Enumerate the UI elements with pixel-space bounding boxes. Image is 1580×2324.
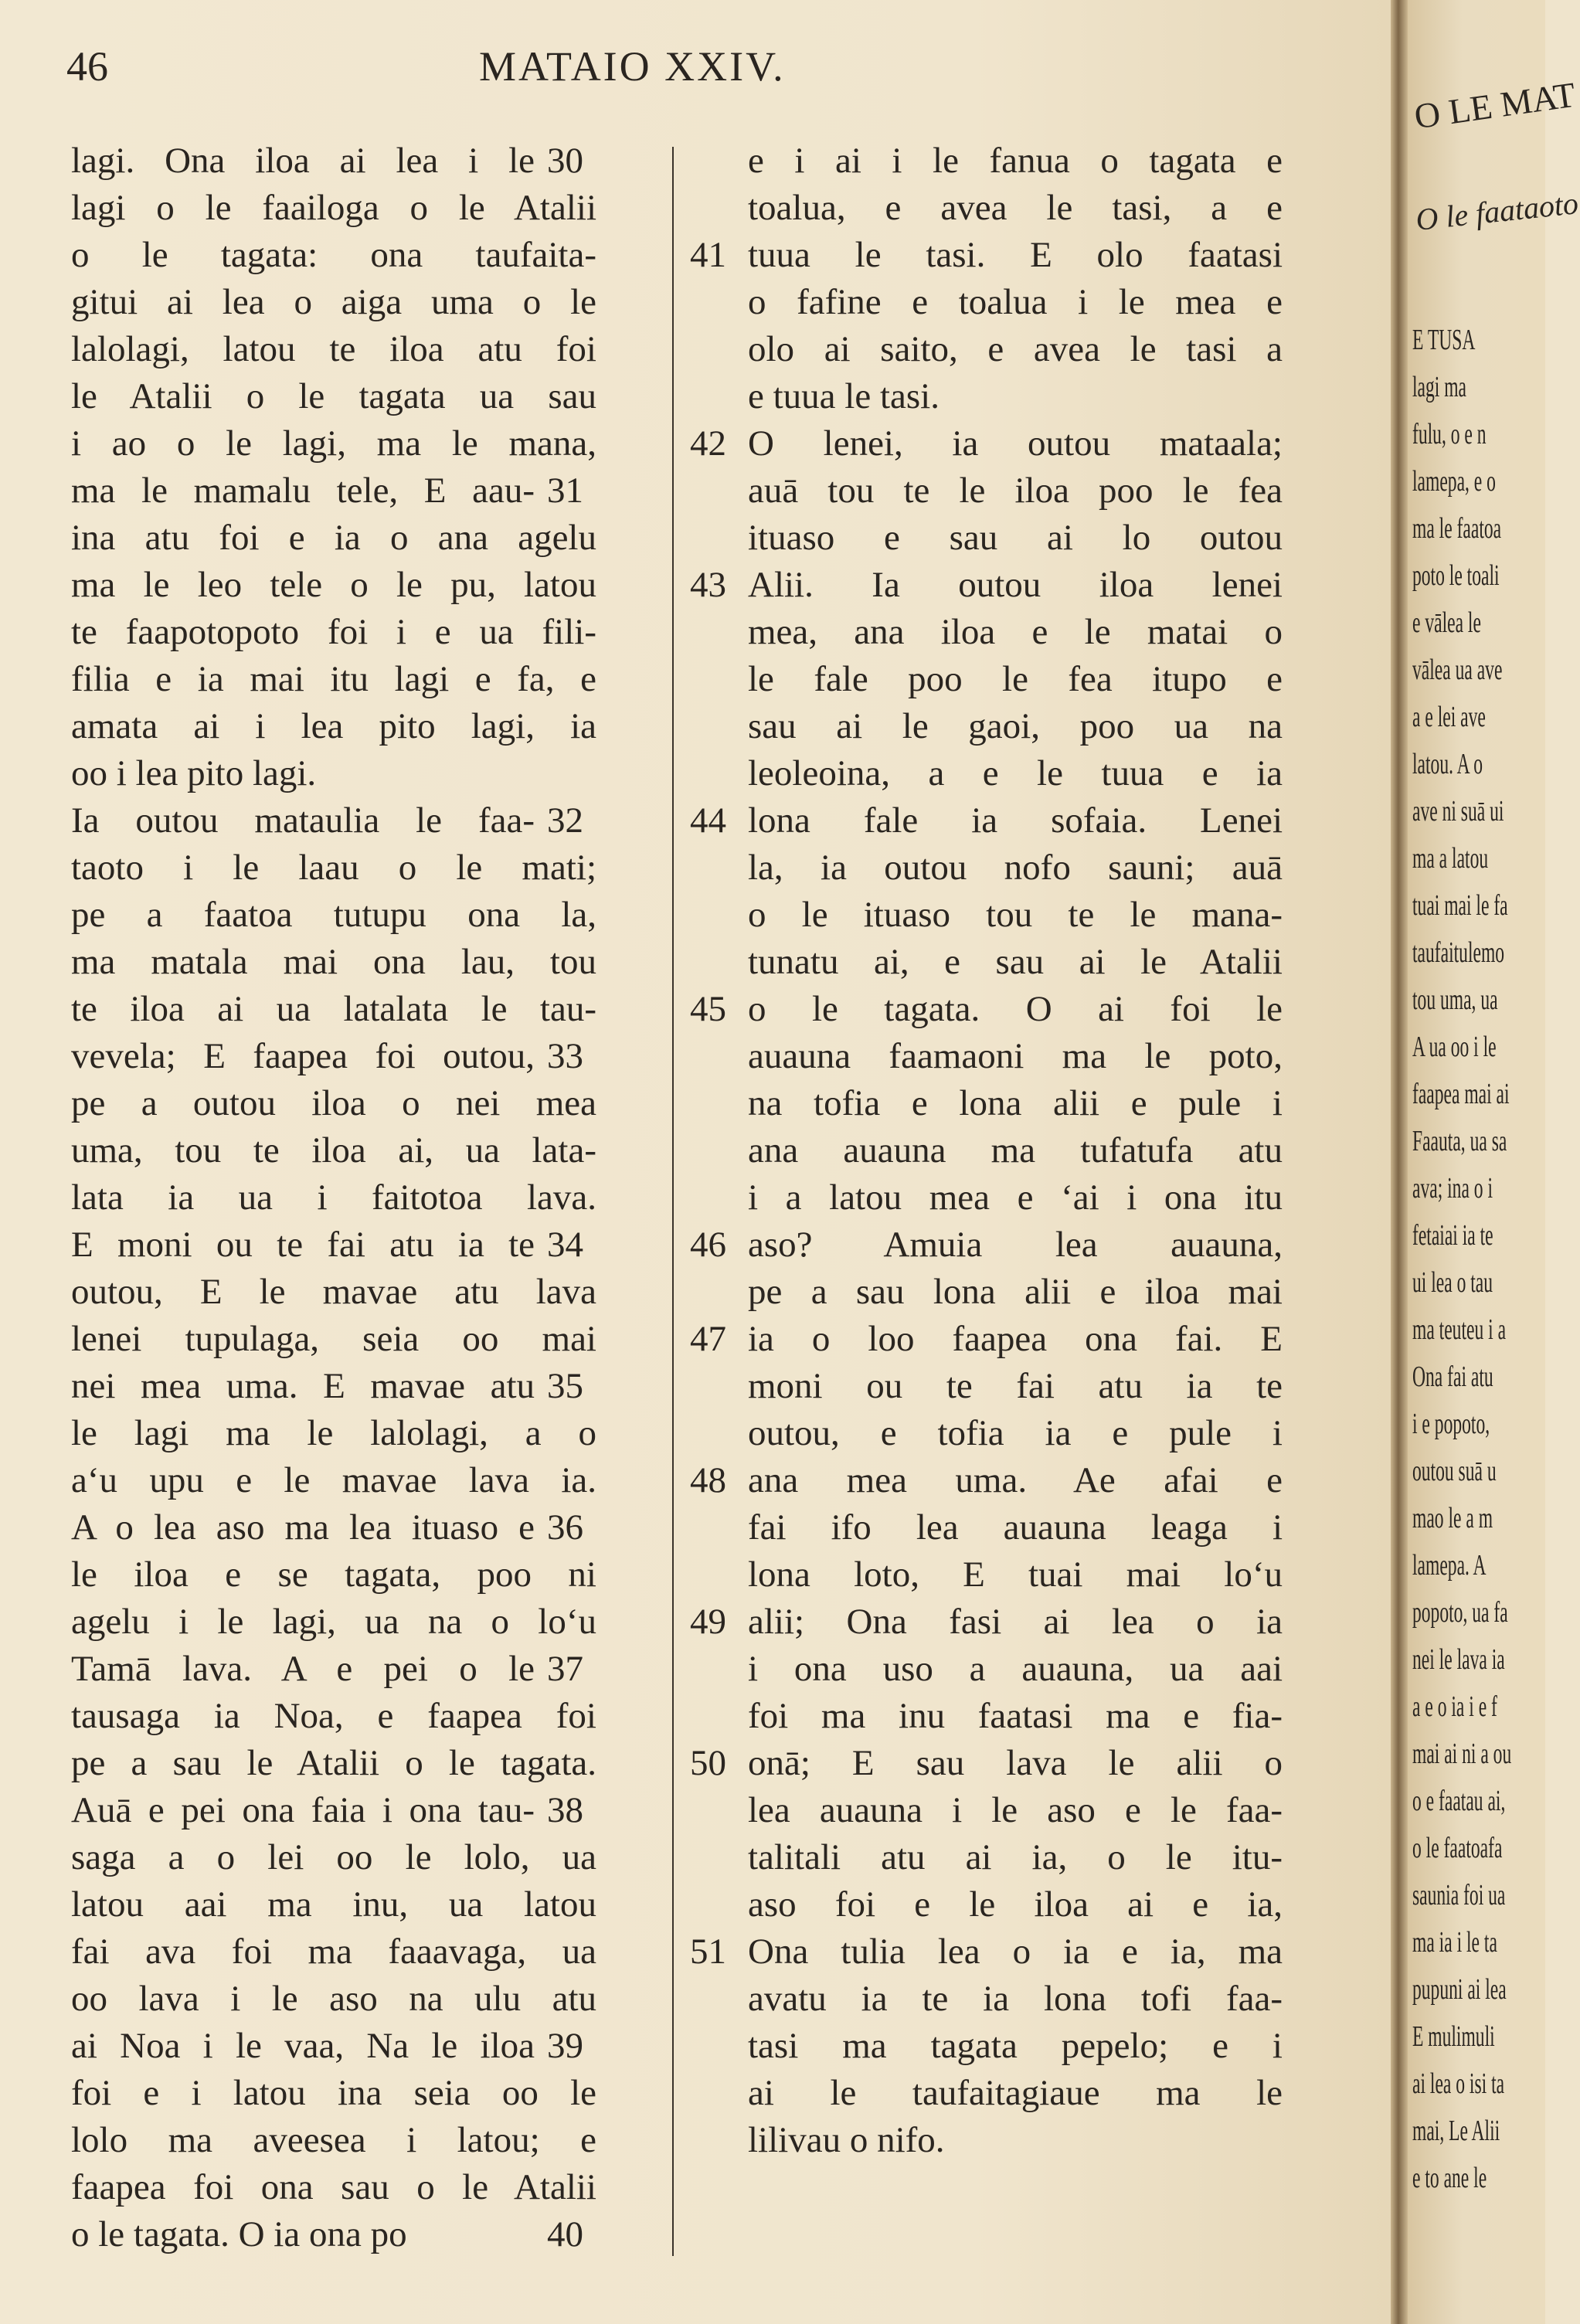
verse-number: 36 [547,1507,583,1548]
column-divider [672,147,674,2256]
facing-page [1408,0,1580,2324]
facing-text-line: i e popoto, [1412,1408,1490,1440]
text-line: tausaga ia Noa, e faapea foi [71,1696,596,1736]
text-line: oo lava i le aso na ulu atu [71,1979,596,2019]
text-line: le iloa e se tagata, poo ni [71,1554,596,1595]
facing-page-text [1412,317,1512,2202]
text-line: aso? Amuia lea auauna, [748,1225,1283,1265]
text-line: ia o loo faapea ona fai. E [748,1319,1283,1359]
facing-text-line: pupuni ai lea [1412,1973,1507,2006]
text-line: avatu ia te ia lona tofi faa- [748,1979,1283,2019]
verse-number: 35 [547,1366,583,1406]
text-line: Alii. Ia outou iloa lenei [748,565,1283,605]
text-line: vevela; E faapea foi outou, [71,1036,535,1076]
text-line: tunatu ai, e sau ai le Atalii [748,942,1283,982]
facing-text-line: tou uma, ua [1412,984,1498,1016]
text-line: olo ai saito, e avea le tasi a [748,329,1283,369]
facing-text-line: E TUSA [1412,324,1476,356]
text-line: amata ai i lea pito lagi, ia [71,706,596,746]
text-line: gitui ai lea o aiga uma o le [71,282,596,322]
facing-text-line: ma teuteu i a [1412,1313,1507,1346]
text-line: fai ava foi ma faaavaga, ua [71,1932,596,1972]
text-line: ma le mamalu tele, E aau- [71,471,535,511]
text-line: Ia outou mataulia le faa- [71,800,535,841]
facing-text-line: mai, Le Alii [1412,2115,1500,2147]
verse-number: 50 [690,1743,726,1783]
verse-number: 39 [547,2026,583,2066]
facing-text-line: ai lea o isi ta [1412,2067,1505,2100]
text-line: ai le taufaitagiaue ma le [748,2073,1283,2113]
verse-number: 33 [547,1036,583,1076]
text-line: ai Noa i le vaa, Na le iloa [71,2026,535,2066]
facing-text-line: saunia foi ua [1412,1879,1506,1911]
text-line: ina atu foi e ia o ana agelu [71,518,596,558]
text-line: A o lea aso ma lea ituaso e [71,1507,535,1548]
verse-number: 43 [690,565,726,605]
facing-text-line: nei le lava ia [1412,1643,1505,1676]
facing-text-line: Faauta, ua sa [1412,1125,1507,1157]
text-line: lagi o le faailoga o le Atalii [71,188,596,228]
text-line: na tofia e lona alii e pule i [748,1083,1283,1123]
text-line: leoleoina, a e le tuua e ia [748,753,1283,793]
text-line: aʻu upu e le mavae lava ia. [71,1460,596,1500]
facing-text-line: o le faatoafa [1412,1832,1503,1864]
text-line: lata ia ua i faitotoa lava. [71,1177,596,1218]
text-line: alii; Ona fasi ai lea o ia [748,1602,1283,1642]
text-line: foi e i latou ina seia oo le [71,2073,596,2113]
facing-text-line: fetaiai ia te [1412,1219,1493,1252]
facing-text-line: ma le faatoa [1412,512,1502,545]
facing-text-line: ma ia i le ta [1412,1926,1497,1959]
text-line: faapea foi ona sau o le Atalii [71,2167,596,2207]
text-line: lona loto, E tuai mai loʻu [748,1554,1283,1595]
facing-text-line: popoto, ua fa [1412,1596,1508,1629]
text-line: toalua, e avea le tasi, a e [748,188,1283,228]
facing-text-line: ui lea o tau [1412,1266,1493,1299]
facing-text-line: a e o ia i e f [1412,1690,1497,1723]
text-line: saga a o lei oo le lolo, ua [71,1837,596,1877]
text-line: te iloa ai ua latalata le tau- [71,989,596,1029]
text-line: la, ia outou nofo sauni; auā [748,848,1283,888]
facing-text-line: latou. A o [1412,748,1483,780]
facing-text-line: ma a latou [1412,842,1489,875]
text-line: taoto i le laau o le mati; [71,848,596,888]
text-line: latou aai ma inu, ua latou [71,1884,596,1925]
text-line: pe a sau le Atalii o le tagata. [71,1743,596,1783]
verse-number: 38 [547,1790,583,1830]
text-line: auauna faamaoni ma le poto, [748,1036,1283,1076]
text-line: ma matala mai ona lau, tou [71,942,596,982]
facing-text-line: poto le toali [1412,559,1500,592]
facing-text-line: lamepa. A [1412,1549,1487,1582]
facing-text-line: ave ni suā ui [1412,795,1504,827]
text-line: oo i lea pito lagi. [71,753,317,793]
verse-number: 37 [547,1649,583,1689]
page-number: 46 [66,43,108,90]
text-line: moni ou te fai atu ia te [748,1366,1283,1406]
text-line: o le tagata. O ai foi le [748,989,1283,1029]
text-line: lagi. Ona iloa ai lea i le [71,141,535,181]
facing-text-line: e vālea le [1412,606,1481,639]
facing-text-line: ava; ina o i [1412,1172,1493,1204]
verse-number: 51 [690,1932,726,1972]
verse-number: 41 [690,235,726,275]
verse-number: 34 [547,1225,583,1265]
facing-text-line: tuai mai le fa [1412,889,1508,922]
text-line: outou, E le mavae atu lava [71,1272,596,1312]
text-line: le lagi ma le lalolagi, a o [71,1413,596,1453]
text-line: i a latou mea e ʻai i ona itu [748,1177,1283,1218]
facing-page-subheader: O le faataoto [1414,185,1580,237]
verse-number: 30 [547,141,583,181]
running-title: MATAIO XXIV. [479,43,786,90]
text-line: o fafine e toalua i le mea e [748,282,1283,322]
verse-number: 48 [690,1460,726,1500]
text-line: lenei tupulaga, seia oo mai [71,1319,596,1359]
facing-text-line: fulu, o e n [1412,418,1487,450]
verse-number: 42 [690,423,726,464]
text-line: i ao o le lagi, ma le mana, [71,423,596,464]
facing-text-line: taufaitulemo [1412,936,1505,969]
text-line: Auā e pei ona faia i ona tau- [71,1790,535,1830]
facing-text-line: mai ai ni a ou [1412,1738,1512,1770]
text-line: e tuua le tasi. [748,376,940,416]
facing-text-line: e to ane le [1412,2162,1487,2194]
verse-number: 32 [547,800,583,841]
facing-text-line: vālea ua ave [1412,654,1503,686]
text-line: pe a sau lona alii e iloa mai [748,1272,1283,1312]
text-line: O lenei, ia outou mataala; [748,423,1283,464]
text-line: ma le leo tele o le pu, latou [71,565,596,605]
facing-text-line: mao le a m [1412,1502,1493,1534]
book-gutter [1391,0,1408,2324]
text-line: aso foi e le iloa ai e ia, [748,1884,1283,1925]
page-header [0,42,1391,104]
verse-number: 47 [690,1319,726,1359]
text-line: nei mea uma. E mavae atu [71,1366,535,1406]
facing-text-line: lagi ma [1412,371,1467,403]
text-line: sau ai le gaoi, poo ua na [748,706,1283,746]
text-line: o le tagata: ona taufaita- [71,235,596,275]
text-line: filia e ia mai itu lagi e fa, e [71,659,596,699]
text-line: le Atalii o le tagata ua sau [71,376,596,416]
text-line: auā tou te le iloa poo le fea [748,471,1283,511]
verse-number: 44 [690,800,726,841]
verse-number: 46 [690,1225,726,1265]
text-line: lona fale ia sofaia. Lenei [748,800,1283,841]
text-line: i ona uso a auauna, ua aai [748,1649,1283,1689]
right-text-column [748,138,1283,2164]
text-line: fai ifo lea auauna leaga i [748,1507,1283,1548]
text-line: te faapotopoto foi i e ua fili- [71,612,596,652]
text-line: onā; E sau lava le alii o [748,1743,1283,1783]
text-line: Ona tulia lea o ia e ia, ma [748,1932,1283,1972]
text-line: ana mea uma. Ae afai e [748,1460,1283,1500]
facing-text-line: faapea mai ai [1412,1078,1510,1110]
text-line: tasi ma tagata pepelo; e i [748,2026,1283,2066]
facing-text-line: Ona fai atu [1412,1361,1493,1393]
verse-number: 40 [547,2214,583,2254]
text-line: Tamā lava. A e pei o le [71,1649,535,1689]
text-line: mea, ana iloa e le matai o [748,612,1283,652]
text-line: ana auauna ma tufatufa atu [748,1130,1283,1170]
text-line: o le tagata. O ia ona po [71,2214,407,2254]
text-line: le fale poo le fea itupo e [748,659,1283,699]
text-line: outou, e tofia ia e pule i [748,1413,1283,1453]
text-line: uma, tou te iloa ai, ua lata- [71,1130,596,1170]
text-line: o le ituaso tou te le mana- [748,895,1283,935]
facing-text-line: a e lei ave [1412,701,1486,733]
text-line: e i ai i le fanua o tagata e [748,141,1283,181]
text-line: agelu i le lagi, ua na o loʻu [71,1602,596,1642]
facing-text-line: o e faatau ai, [1412,1785,1506,1817]
facing-page-header: O LE MAT [1412,74,1578,137]
verse-number: 45 [690,989,726,1029]
facing-text-line: outou suā u [1412,1455,1497,1487]
verse-number: 31 [547,471,583,511]
facing-text-line: A ua oo i le [1412,1031,1497,1063]
verse-number: 49 [690,1602,726,1642]
text-line: ituaso e sau ai lo outou [748,518,1283,558]
left-text-column [71,138,617,2258]
text-line: lolo ma aveesea i latou; e [71,2120,596,2160]
text-line: lilivau o nifo. [748,2120,945,2160]
facing-text-line: E mulimuli [1412,2020,1495,2053]
text-line: talitali atu ai ia, o le itu- [748,1837,1283,1877]
text-line: foi ma inu faatasi ma e fia- [748,1696,1283,1736]
text-line: lalolagi, latou te iloa atu foi [71,329,596,369]
facing-text-line: lamepa, e o [1412,465,1496,498]
text-line: pe a faatoa tutupu ona la, [71,895,596,935]
text-line: tuua le tasi. E olo faatasi [748,235,1283,275]
text-line: pe a outou iloa o nei mea [71,1083,596,1123]
text-line: E moni ou te fai atu ia te [71,1225,535,1265]
text-line: lea auauna i le aso e le faa- [748,1790,1283,1830]
